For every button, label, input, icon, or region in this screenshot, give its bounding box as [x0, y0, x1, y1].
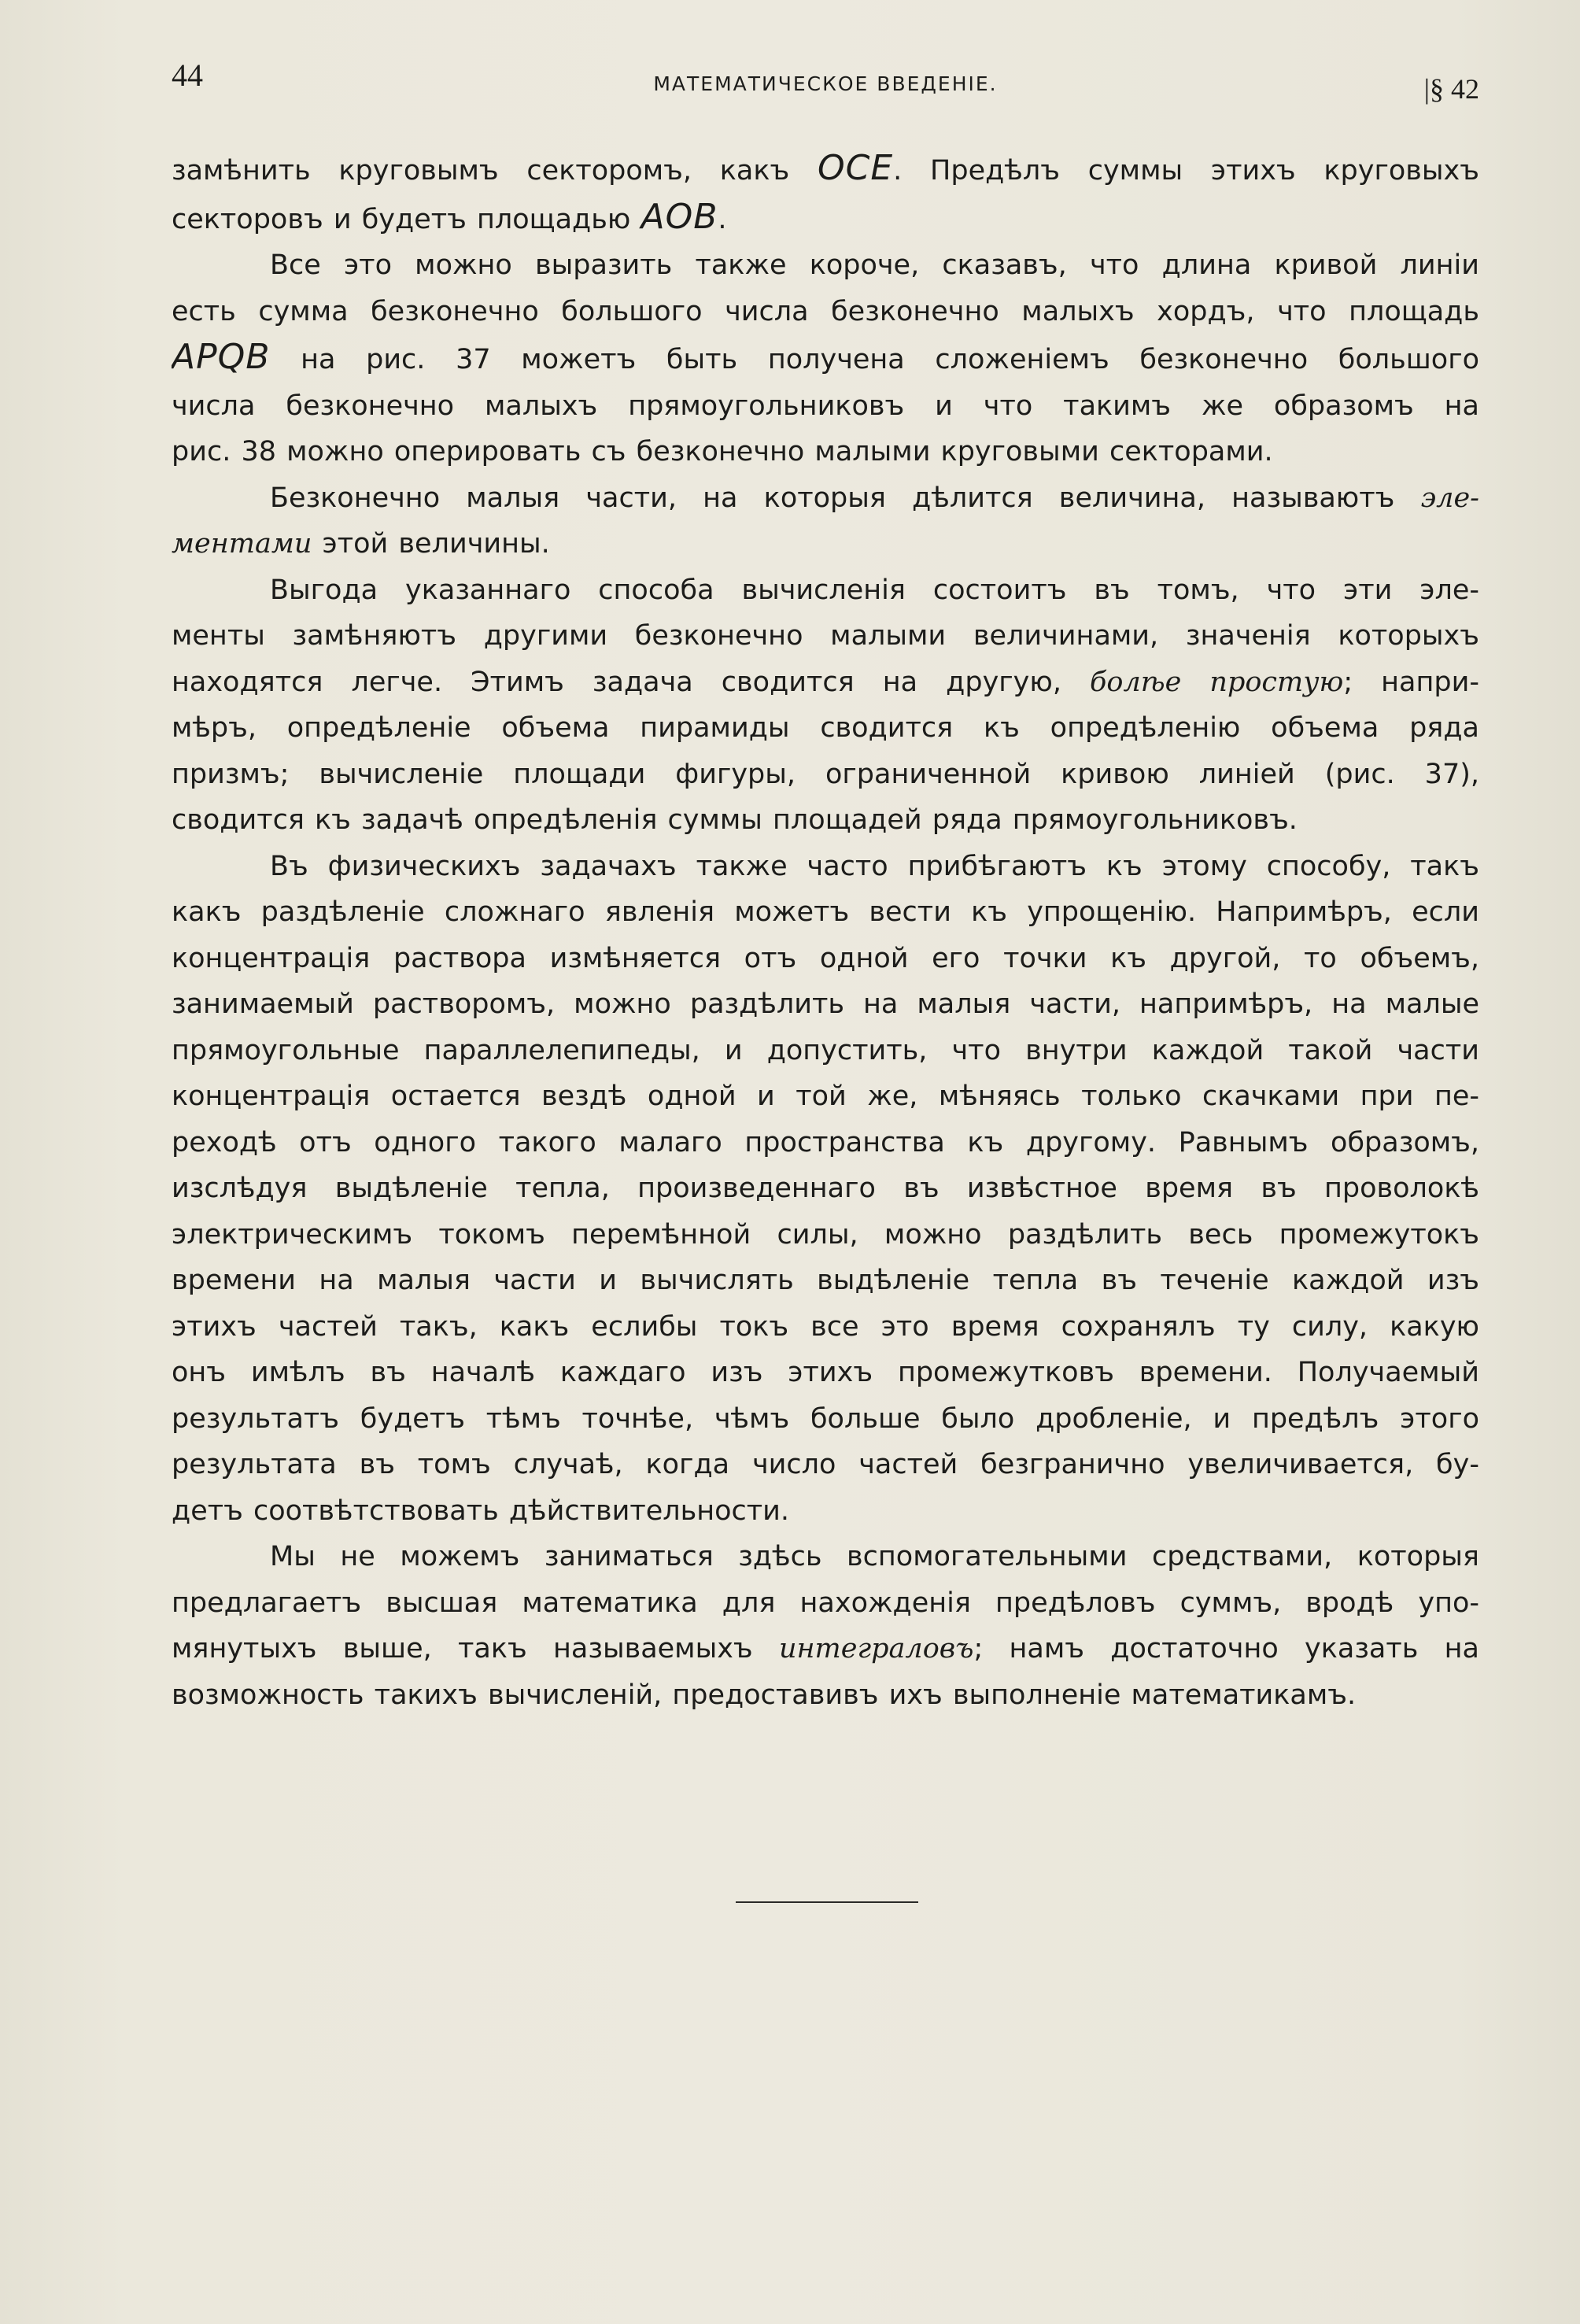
text-line: Безконечно малыя части, на которыя дѣлится величина, называютъ эле-: [270, 482, 1479, 514]
running-head: [172, 57, 1479, 112]
text-line: возможность такихъ вычисленій, предоставивъ ихъ выполненіе математикамъ.: [172, 1679, 1357, 1711]
paragraph-6: [172, 1534, 1479, 1718]
text-line: онъ имѣлъ въ началѣ каждаго изъ этихъ промежутковъ времени. Получаемый: [172, 1357, 1479, 1388]
text-line: призмъ; вычисленіе площади фигуры, ограниченной кривою линіей (рис. 37),: [172, 758, 1479, 790]
paragraph-4: [172, 567, 1479, 844]
text-line: Все это можно выразить также короче, сказавъ, что длина кривой линіи: [270, 249, 1479, 281]
text-line: концентрація остается вездѣ одной и той же, мѣняясь только скачками при пе-: [172, 1081, 1479, 1112]
text-line: детъ соотвѣтствовать дѣйствительности.: [172, 1495, 790, 1527]
page-number: 44: [172, 57, 203, 93]
text-line: реходѣ отъ одного такого малаго пространства къ другому. Равнымъ образомъ,: [172, 1126, 1479, 1158]
text-line: ментами этой величины.: [172, 528, 550, 560]
chapter-title: МАТЕМАТИЧЕСКОЕ ВВЕДЕНІЕ.: [653, 72, 998, 95]
text-line: сводится къ задачѣ опредѣленія суммы площадей ряда прямоугольниковъ.: [172, 804, 1298, 836]
text-line: результата въ томъ случаѣ, когда число частей безгранично увеличивается, бу-: [172, 1449, 1479, 1480]
italic-term: эле-: [1420, 482, 1479, 514]
paragraph-5: [172, 844, 1479, 1535]
text-line: находятся легче. Этимъ задача сводится на другую, болѣе простую; напри-: [172, 666, 1479, 698]
text-line: изслѣдуя выдѣленіе тепла, произведеннаго въ извѣстное время въ проволокѣ: [172, 1173, 1479, 1204]
text-line: занимаемый растворомъ, можно раздѣлить на малыя части, напримѣръ, на малые: [172, 988, 1479, 1020]
text-line: Мы не можемъ заниматься здѣсь вспомогательными средствами, которыя: [270, 1541, 1479, 1572]
text-line: рис. 38 можно оперировать съ безконечно малыми круговыми секторами.: [172, 436, 1273, 467]
section-reference: |§ 42: [1423, 73, 1479, 105]
text-line: Выгода указаннаго способа вычисленія состоитъ въ томъ, что эти эле-: [270, 574, 1479, 606]
text-line: времени на малыя части и вычислять выдѣленіе тепла въ теченіе каждой изъ: [172, 1265, 1479, 1296]
italic-term: болѣе простую: [1090, 666, 1344, 698]
text-line: мянутыхъ выше, такъ называемыхъ интеграловъ; намъ достаточно указать на: [172, 1633, 1479, 1664]
body-text: [172, 146, 1479, 1718]
text-line: числа безконечно малыхъ прямоугольниковъ и что такимъ же образомъ на: [172, 390, 1479, 422]
italic-term: интеграловъ: [778, 1633, 974, 1664]
text-line: концентрація раствора измѣняется отъ одной его точки къ другой, то объемъ,: [172, 942, 1479, 974]
paragraph-2: [172, 242, 1479, 475]
text-line: мѣръ, опредѣленіе объема пирамиды сводится къ опредѣленію объема ряда: [172, 712, 1479, 744]
text-line: прямоугольные параллелепипеды, и допустить, что внутри каждой такой части: [172, 1034, 1479, 1066]
text-line: результатъ будетъ тѣмъ точнѣе, чѣмъ больше было дробленіе, и предѣлъ этого: [172, 1402, 1479, 1435]
text-line: секторовъ и будетъ площадью AOB.: [172, 196, 727, 237]
text-line: Въ физическихъ задачахъ также часто прибѣгаютъ къ этому способу, такъ: [270, 850, 1479, 882]
text-line: этихъ частей такъ, какъ еслибы токъ все это время сохранялъ ту силу, какую: [172, 1310, 1479, 1343]
italic-term: ментами: [172, 528, 312, 560]
section-end-rule: [736, 1901, 918, 1903]
text-line: замѣнить круговымъ секторомъ, какъ OCE. Предѣлъ суммы этихъ круговыхъ: [172, 148, 1479, 188]
text-line: предлагаетъ высшая математика для нахожденія предѣловъ суммъ, вродѣ упо-: [172, 1587, 1479, 1619]
math-ose: OCE: [818, 148, 894, 188]
text-line: есть сумма безконечно большого числа безконечно малыхъ хордъ, что площадь: [172, 295, 1479, 327]
text-line: какъ раздѣленіе сложнаго явленія можетъ вести къ упрощенію. Напримѣръ, если: [172, 896, 1479, 928]
math-apqb: APQB: [172, 337, 271, 377]
text-line: APQB на рис. 37 можетъ быть получена сложеніемъ безконечно большого: [172, 337, 1479, 377]
paragraph-3: [172, 475, 1479, 567]
math-aob: AOB: [640, 196, 718, 237]
paragraph-1: [172, 146, 1479, 242]
text-line: менты замѣняютъ другими безконечно малыми величинами, значенія которыхъ: [172, 620, 1479, 652]
text-line: электрическимъ токомъ перемѣнной силы, можно раздѣлить весь промежутокъ: [172, 1218, 1479, 1251]
